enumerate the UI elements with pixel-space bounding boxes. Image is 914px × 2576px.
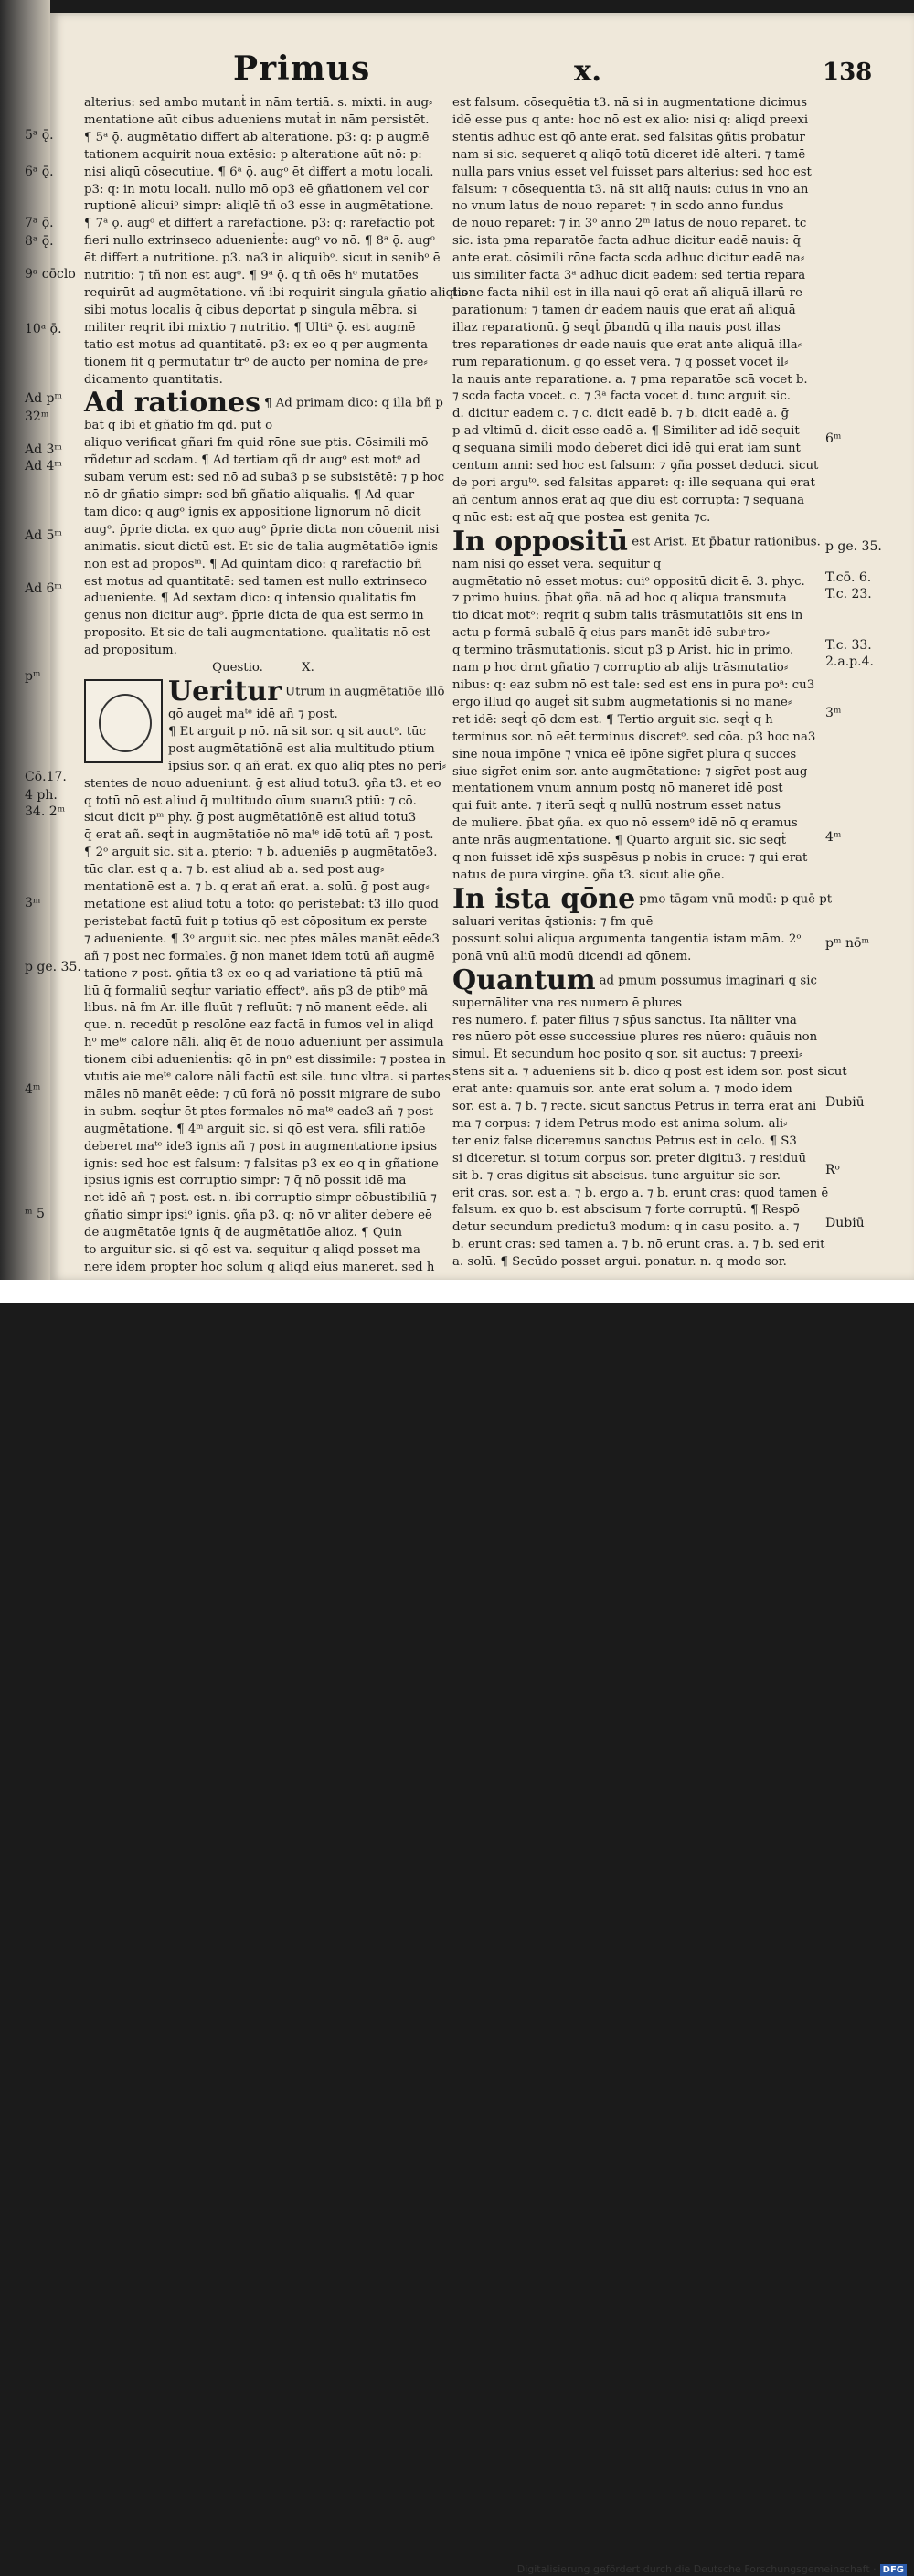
text-line: mentatione aūt cibus adueniens mutaṫ in nām persistēt. <box>84 112 430 127</box>
text-line: fieri nullo extrinseco aduenienṫe: augᵒ vo nō. ¶ 8ᵃ ǭ. augᵒ <box>84 234 435 249</box>
margin-note: 9ᵃ cōclo <box>25 267 76 282</box>
funding-note <box>517 2563 907 2576</box>
margin-note: 6ᵐ <box>825 431 842 446</box>
text-line: tionem fit q permutatur trᵒ de aucto per nomina de pre⸗ <box>84 355 428 369</box>
text-line: ma ⁊ corpus: ⁊ idem Petrus modo est anima solum. ali⸗ <box>452 1116 788 1131</box>
text-line: ante erat. cōsimili rōne facta scda adhuc dicitur eadē na⸗ <box>452 251 805 266</box>
margin-note: Dubiū <box>825 1095 865 1110</box>
text-line: proposito. Et sic de tali augmentatione. qualitatis nō est <box>84 626 430 641</box>
text-line: ¶ Et arguit p nō. nā sit sor. q sit auctᵒ. tūc <box>168 724 427 739</box>
text-line: nutritio: ⁊ tñ non est augᵒ. ¶ 9ᵃ ǭ. q tñ oēs hᵒ mutatōes <box>84 269 419 283</box>
decorated-initial-icon <box>84 679 163 763</box>
text-line: est falsum. cōsequētia t3. nā si in augmentatione dicimus <box>452 96 808 110</box>
question-number: X. <box>302 661 314 676</box>
right-column-body <box>452 95 819 527</box>
text-line: tatione ⁊ post. ꝯñtia t3 ex eo q ad variatione tā ptiū mā <box>84 966 423 981</box>
text-line: b. erunt cras: sed tamen a. ⁊ b. nō erunt cras. a. ⁊ b. sed erit <box>452 1238 825 1252</box>
text-line: hᵒ meᵗᵉ calore nāli. aliq ēt de nouo adueniunt per assimula <box>84 1036 444 1050</box>
text-line: vtutis aie meᵗᵉ calore nāli factū est sile. tunc vltra. si partes <box>84 1070 452 1085</box>
margin-note: Ad 6ᵐ <box>25 581 63 596</box>
text-line: militer reqrit ibi mixtio ⁊ nutritio. ¶ Ultiᵃ ǭ. est augmē <box>84 320 416 335</box>
text-line: ad propositum. <box>84 644 177 658</box>
text-line: nisi aliqū cōsecutiue. ¶ 6ᵃ ǭ. augᵒ ēt differt a motu locali. <box>84 165 434 179</box>
book-page <box>25 13 914 1282</box>
text-line: rum reparationum. ḡ qō esset vera. ⁊ q posset vocet il⸗ <box>452 355 789 369</box>
text-line: si diceretur. si totum corpus sor. preter digitu3. ⁊ residuū <box>452 1151 807 1166</box>
margin-note: 32ᵐ <box>25 410 49 424</box>
text-line: aliquo verificat gñari fm quid rōne sue ptis. Cōsimili mō <box>84 436 429 451</box>
text-line: ipsius sor. q añ erat. ex quo aliq ptes nō peri⸗ <box>168 759 447 773</box>
text-line: a. solū. ¶ Secūdo posset argui. ponatur. n. q modo sor. <box>452 1255 787 1270</box>
text-line: terminus sor. nō eēt terminus discretᵒ. sed cōa. p3 hoc na3 <box>452 729 816 744</box>
margin-note: 10ᵃ ǭ. <box>25 322 62 336</box>
text-line: net idē añ ⁊ post. est. n. ibi corruptio simpr cōbustibiliū ⁊ <box>84 1191 437 1206</box>
text-line: d. dicitur eadem c. ⁊ c. dicit eadē b. ⁊ b. dicit eadē a. ḡ <box>452 407 790 421</box>
text-line: q nūc est: est aq̄ que postea est genita ⁊c. <box>452 510 711 525</box>
text-line: ēt differt a nutritione. p3. na3 in aliquibᵒ. sicut in senibᵒ ē <box>84 251 441 266</box>
text-line: animatis. sicut dictū est. Et sic de talia augmētatiōe ignis <box>84 539 439 554</box>
margin-note: 4ᵐ <box>825 830 842 845</box>
text-line: nam si sic. sequeret q aliqō totū diceret idē alteri. ⁊ tamē <box>452 147 806 162</box>
text-line: illaz reparationū. ḡ seqṫ p̄bandū q illa nauis post illas <box>452 320 781 335</box>
margin-note: p ge. 35. <box>25 960 81 974</box>
text-line: ruptionē alicuiᵒ simpr: aliqlē tñ o3 esse in augmētatione. <box>84 199 434 214</box>
text-line: siue sigr̄et enim sor. ante augmētatione: ⁊ sigr̄et post aug <box>452 764 808 779</box>
margin-note: T.c. 23. <box>825 587 872 601</box>
text-line: ⁊ adueniente. ¶ 3ᵒ arguit sic. nec ptes māles manēt eēde3 <box>84 931 440 946</box>
queritur-heading: Ueritur <box>168 676 282 708</box>
ad-rationes-body <box>84 418 445 660</box>
text-line: la nauis ante reparatione. a. ⁊ pma reparatōe scā vocet b. <box>452 372 808 387</box>
text-line: genus non dicitur augᵒ. p̄prie dicta de qua est sermo in <box>84 609 424 623</box>
text-line: q termino trāsmutationis. sicut p3 p Arist. hic in primo. <box>452 644 794 658</box>
text-line: est motus ad quantitatē: sed tamen est nullo extrinseco <box>84 574 427 589</box>
text-line: mentationem vnum annum postq nō maneret idē post <box>452 782 783 796</box>
text-line: de augmētatōe ignis q̄ de augmētatiōe alioz. ¶ Quin <box>84 1226 403 1240</box>
margin-note: 4 ph. <box>25 788 58 803</box>
text-line: centum anni: sed hoc est falsum: ⁊ ꝯña posset deduci. sicut <box>452 459 819 474</box>
text-line: añ centum annos erat aq̄ que diu est corrupta: ⁊ sequana <box>452 493 805 507</box>
text-line: in subm. seqṫur ēt ptes formales nō maᵗᵉ eade3 añ ⁊ post <box>84 1104 433 1119</box>
text-line: nibus: q: eaz subm nō est tale: sed est ens in pura poᵃ: cu3 <box>452 678 815 692</box>
in-ista-heading: In ista qōne <box>452 882 636 915</box>
text-line: q non fuisset idē xp̄s suspēsus p nobis in cruce: ⁊ qui erat <box>452 851 808 866</box>
text-line: detur secundum predictu3 modum: q in casu posito. a. ⁊ <box>452 1220 800 1235</box>
text-line: ter eniz false diceremus sanctus Petrus est in celo. ¶ S3 <box>452 1134 797 1148</box>
in-oppositum-line <box>452 525 821 558</box>
margin-note: T.cō. 6. <box>825 570 872 585</box>
margin-note: p ge. 35. <box>825 539 882 554</box>
margin-note: Ad 4ᵐ <box>25 459 63 474</box>
text-line: gñatio simpr ipsiᵒ ignis. ꝯña p3. q: nō vr aliter debere eē <box>84 1208 432 1223</box>
margin-note: T.c. 33. <box>825 638 872 653</box>
text-line: mentationē est a. ⁊ b. q erat añ erat. a. solū. ḡ post aug⸗ <box>84 880 430 895</box>
text-line: nere idem propter hoc solum q aliqd eius maneret. sed h <box>84 1261 435 1274</box>
queritur-first: Utrum in augmētatiōe illō <box>284 685 445 699</box>
text-line: actu p formā subalē q̄ eius pars manēt idē subuͦ tro⸗ <box>452 626 771 641</box>
ad-rationes-first: ¶ Ad primam dico: q illa bñ p <box>264 396 443 410</box>
text-line: ipsius ignis est corruptio simpr: ⁊ q̄ nō possit idē ma <box>84 1174 407 1188</box>
text-line: rñdetur ad scdam. ¶ Ad tertiam qñ dr augᵒ est motᵒ ad <box>84 453 420 468</box>
text-line: libus. nā fm Ar. ille fluūt ⁊ refluūt: ⁊ nō manent eēde. ali <box>84 1001 428 1016</box>
margin-note: Ad 5ᵐ <box>25 528 63 543</box>
text-line: natus de pura virgine. ꝯña t3. sicut alie ꝯñe. <box>452 868 725 882</box>
margin-note: Dubiū <box>825 1216 865 1230</box>
text-line: falsum: ⁊ cōsequentia t3. nā sit aliq̄ nauis: cuius in vno an <box>452 182 809 197</box>
text-line: peristebat factū fuit p totius qō est cōpositum ex perste <box>84 914 428 929</box>
text-line: idē esse pus q ante: hoc nō est ex alio: nisi q: aliqd preexi <box>452 112 809 127</box>
text-line: sicut dicit pᵐ phy. ḡ post augmētatiōnē est aliud totu3 <box>84 811 417 825</box>
text-line: res numero. f. pater filius ⁊ sp̄us sanctus. Ita nāliter vna <box>452 1013 797 1027</box>
text-line: requirūt ad augmētatione. vñ ibi requirit singula gñatio aliqlis <box>84 285 468 300</box>
margin-note: 4ᵐ <box>25 1082 41 1097</box>
text-line: falsum. ex quo b. est abscisum ⁊ forte corruptū. ¶ Respō <box>452 1203 800 1218</box>
text-line: dicamento quantitatis. <box>84 372 223 387</box>
text-line: ¶ 5ᵃ ǭ. augmētatio differt ab alteratione. p3: q: p augmē <box>84 130 430 144</box>
text-line: ante nrās augmentatione. ¶ Quarto arguit sic. sic seqṫ <box>452 834 787 848</box>
text-line: sit b. ⁊ cras digitus sit abscisus. tunc arguitur sic sor. <box>452 1168 781 1183</box>
text-line: ret idē: seqṫ qō dcm est. ¶ Tertio arguit sic. seqṫ q h <box>452 712 773 727</box>
left-text-column <box>84 95 468 1274</box>
text-line: māles nō manēt eēde: ⁊ cū forā nō possit migrare de subo <box>84 1087 441 1102</box>
queritur-body <box>84 776 452 1277</box>
text-line: de muliere. p̄bat ꝯña. ex quo nō essemᵒ idē nō q eramus <box>452 816 798 831</box>
text-line: ¶ 2ᵒ arguit sic. sit a. pterio: ⁊ b. adueniēs p augmētatōe3. <box>84 846 438 860</box>
text-line: mētatiōnē est aliud totū a toto: qō peristebat: t3 illō quod <box>84 897 439 911</box>
text-line: nō dr gñatio simpr: sed bñ gñatio aliqualis. ¶ Ad quar <box>84 488 415 503</box>
text-line: stentes de nouo adueniunt. ḡ est aliud totu3. ꝯña t3. et eo <box>84 776 441 791</box>
margin-note: 34. 2ᵐ <box>25 804 66 819</box>
text-line: q totū nō est aliud q̄ multitudo oīum suaru3 ptiū: ⁊ cō. <box>84 793 417 808</box>
margin-note: 3ᵐ <box>825 706 842 720</box>
text-line: qō augeṫ maᵗᵉ idē añ ⁊ post. <box>168 708 338 721</box>
text-line: sor. est a. ⁊ b. ⁊ recte. sicut sanctus Petrus in terra erat ani <box>452 1100 817 1114</box>
in-ista-body <box>452 914 802 966</box>
page-number: 138 <box>823 59 873 86</box>
text-line: alterius: sed ambo mutanṫ in nām tertiā. s. mixti. in aug⸗ <box>84 96 433 110</box>
text-line: sine noua impōne ⁊ vnica eē ipōne sigr̄et plura q succes <box>452 747 797 761</box>
text-line: p3: q: in motu locali. nullo mō op3 eē gñationem vel cor <box>84 182 429 197</box>
in-ista-first: pmo tāgam vnū modū: p quē pt <box>639 892 833 907</box>
text-line: tatio est motus ad quantitatē. p3: ex eo q per augmenta <box>84 337 429 352</box>
text-line: liū q̄ formaliū seqṫur variatio effectᵒ. añs p3 de ptibᵒ mā <box>84 984 429 998</box>
text-line: sibi motus localis q̄ cibus deportat p singula mēbra. si <box>84 303 418 317</box>
text-line: ¶ 7ᵃ ǭ. augᵒ ēt differt a rarefactione. p3: q: rarefactio pōt <box>84 217 435 231</box>
text-line: possunt solui aliqua argumenta tangentia istam mām. 2ᵒ <box>452 931 802 946</box>
text-line: non est ad proposᵐ. ¶ Ad quintam dico: q rarefactio bñ <box>84 557 422 571</box>
text-line: augmētatio nō esset motus: cuiᵒ oppositū dicit ē. 3. phyc. <box>452 574 805 589</box>
quantum-line <box>452 963 817 996</box>
text-line: uis similiter facta 3ᵃ adhuc dicit eadem: sed tertia repara <box>452 269 806 283</box>
funding-text: Digitalisierung gefördert durch die Deutsche Forschungsgemeinschaft · <box>516 2563 877 2575</box>
text-line: no vnum latus de nouo reparet: ⁊ in scdo anno fundus <box>452 199 784 214</box>
text-line: tūc clar. est q a. ⁊ b. est aliud ab a. sed post aug⸗ <box>84 863 385 878</box>
text-line: bat q ibi ēt gñatio fm qd. p̄ut ō <box>84 419 273 433</box>
queritur-block <box>84 676 452 1277</box>
text-line: stentis adhuc est qō ante erat. sed falsitas ꝯñtis probatur <box>452 130 805 144</box>
margin-note: 8ᵃ ǭ. <box>25 234 54 249</box>
running-title: Primus <box>233 49 371 88</box>
text-line: de nouo reparet: ⁊ in 3ᵒ anno 2ᵐ latus de nouo reparet. tc <box>452 217 807 231</box>
text-line: tres reparationes dr eade nauis que erat ante aliquā illa⸗ <box>452 337 802 352</box>
text-line: deberet maᵗᵉ ide3 ignis añ ⁊ post in augmentatione ipsius <box>84 1139 438 1154</box>
text-line: erat ante: quamuis sor. ante erat solum a. ⁊ modo idem <box>452 1082 792 1097</box>
margin-note: 6ᵃ ǭ. <box>25 165 54 179</box>
text-line: post augmētatiōnē est alia multitudo ptium <box>168 741 435 756</box>
ad-rationes-heading: Ad rationes <box>84 387 260 420</box>
margin-note: pᵐ nōᵐ <box>825 936 870 951</box>
text-line: ⁊ primo huius. p̄bat ꝯña. nā ad hoc q aliqua transmuta <box>452 591 787 606</box>
margin-note: Rᵒ <box>825 1163 840 1177</box>
margin-note: 3ᵐ <box>25 896 41 910</box>
margin-note: Cō.17. <box>25 770 67 784</box>
text-line: tione facta nihil est in illa naui qō erat añ aliquā illarū re <box>452 285 802 300</box>
text-line: erit cras. sor. est a. ⁊ b. ergo a. ⁊ b. erunt cras: quod tamen ē <box>452 1186 829 1200</box>
text-line: supernāliter vna res numero ē plures <box>452 995 683 1010</box>
text-line: p ad vltimū d. dicit esse eadē a. ¶ Similiter ad idē sequit <box>452 424 800 439</box>
text-line: nam nisi qō esset vera. sequitur q <box>452 557 662 571</box>
margin-note: Ad pᵐ <box>25 391 63 406</box>
text-line: ⁊ scda facta vocet. c. ⁊ 3ᵃ facta vocet d. tunc arguit sic. <box>452 389 791 404</box>
margin-note: 2.a.p.4. <box>825 655 874 669</box>
text-line: añ ⁊ post nec formales. ḡ non manet idem totū añ augmē <box>84 949 435 963</box>
quantum-first: ad pmum possumus imaginari q sic <box>599 974 817 988</box>
text-line: aduenienṫe. ¶ Ad sextam dico: q intensio qualitatis fm <box>84 591 417 606</box>
margin-note: pᵐ <box>25 669 41 684</box>
text-line: ignis: sed hoc est falsum: ⁊ falsitas p3 ex eo q in gñatione <box>84 1156 439 1171</box>
text-line: tio dicat motᵒ: reqrit q subm talis trāsmutatiōis sit ens in <box>452 609 803 623</box>
text-line: ponā vnū aliū modū dicendi ad qōnem. <box>452 949 692 963</box>
in-ista-line <box>452 882 833 915</box>
text-line: sic. ista pma reparatōe facta adhuc dicitur eadē nauis: q̄ <box>452 234 801 249</box>
quantum-heading: Quantum <box>452 963 596 996</box>
text-line: que. n. recedūt p resolōne eaz factā in fumos vel in aliqd <box>84 1018 434 1033</box>
text-line: augmētatione. ¶ 4ᵐ arguit sic. si qō est vera. sfili ratiōe <box>84 1122 426 1136</box>
section-number: x. <box>574 53 602 88</box>
text-line: de pori arguᵗᵒ. sed falsitas apparet: q: ille sequana qui erat <box>452 475 815 490</box>
margin-note: Ad 3ᵐ <box>25 442 63 457</box>
text-line: augᵒ. p̄prie dicta. ex quo augᵒ p̄prie dicta non cōuenit nisi <box>84 522 440 537</box>
text-line: subam verum est: sed nō ad suba3 p se subsistētē: ⁊ p hoc <box>84 471 445 485</box>
in-oppositum-heading: In oppositū <box>452 525 629 558</box>
left-column-body <box>84 95 468 389</box>
text-line: saluari veritas q̄stionis: ⁊ fm quē <box>452 914 654 929</box>
dfg-logo: DFG <box>880 2564 907 2576</box>
text-line: to arguitur sic. si qō est va. sequitur q aliqd posset ma <box>84 1243 420 1258</box>
margin-note: ᵐ 5 <box>25 1207 45 1221</box>
text-line: res nūero pōt esse successiue plures res nūero: quāuis non <box>452 1030 818 1045</box>
text-line: q̄ erat añ. seqṫ in augmētatiōe nō maᵗᵉ idē totū añ ⁊ post. <box>84 828 434 843</box>
in-oppositum-first: est Arist. Et p̄batur rationibus. <box>632 535 821 549</box>
text-line: tationem acquirit noua extēsio: p alteratione aūt nō: p: <box>84 147 422 162</box>
text-line: simul. Et secundum hoc posito q sor. sit auctus: ⁊ preexi⸗ <box>452 1048 803 1062</box>
text-line: stens sit a. ⁊ adueniens sit b. dico q post est idem sor. post sicut <box>452 1065 847 1080</box>
margin-note: 5ᵃ ǭ. <box>25 128 54 143</box>
text-line: tionem cibi aduenienṫis: qō in pnᵒ est dissimile: ⁊ postea in <box>84 1053 446 1068</box>
in-oppositum-body <box>452 557 816 885</box>
text-line: ergo illud qō augeṫ sit subm augmētationis si nō mane⸗ <box>452 695 792 709</box>
text-line: nulla pars vnius esset vel fuisset pars alterius: sed hoc est <box>452 165 812 179</box>
text-line: qui fuit ante. ⁊ iterū seqṫ q nullū nostrum esset natus <box>452 799 781 814</box>
text-line: tam dico: q augᵒ ignis ex appositione lignorum nō dicit <box>84 505 421 519</box>
margin-note: 7ᵃ ǭ. <box>25 216 54 230</box>
text-line: q sequana simili modo deberet dici idē qui erat iam sunt <box>452 442 801 456</box>
question-label: Questio. <box>212 661 263 676</box>
text-line: parationum: ⁊ tamen dr eadem nauis que erat añ aliquā <box>452 303 796 317</box>
ad-rationes-line <box>84 389 442 418</box>
footer-strip <box>0 1280 914 2575</box>
text-line: nam p hoc drnt gñatio ⁊ corruptio ab alijs trāsmutatio⸗ <box>452 661 789 676</box>
